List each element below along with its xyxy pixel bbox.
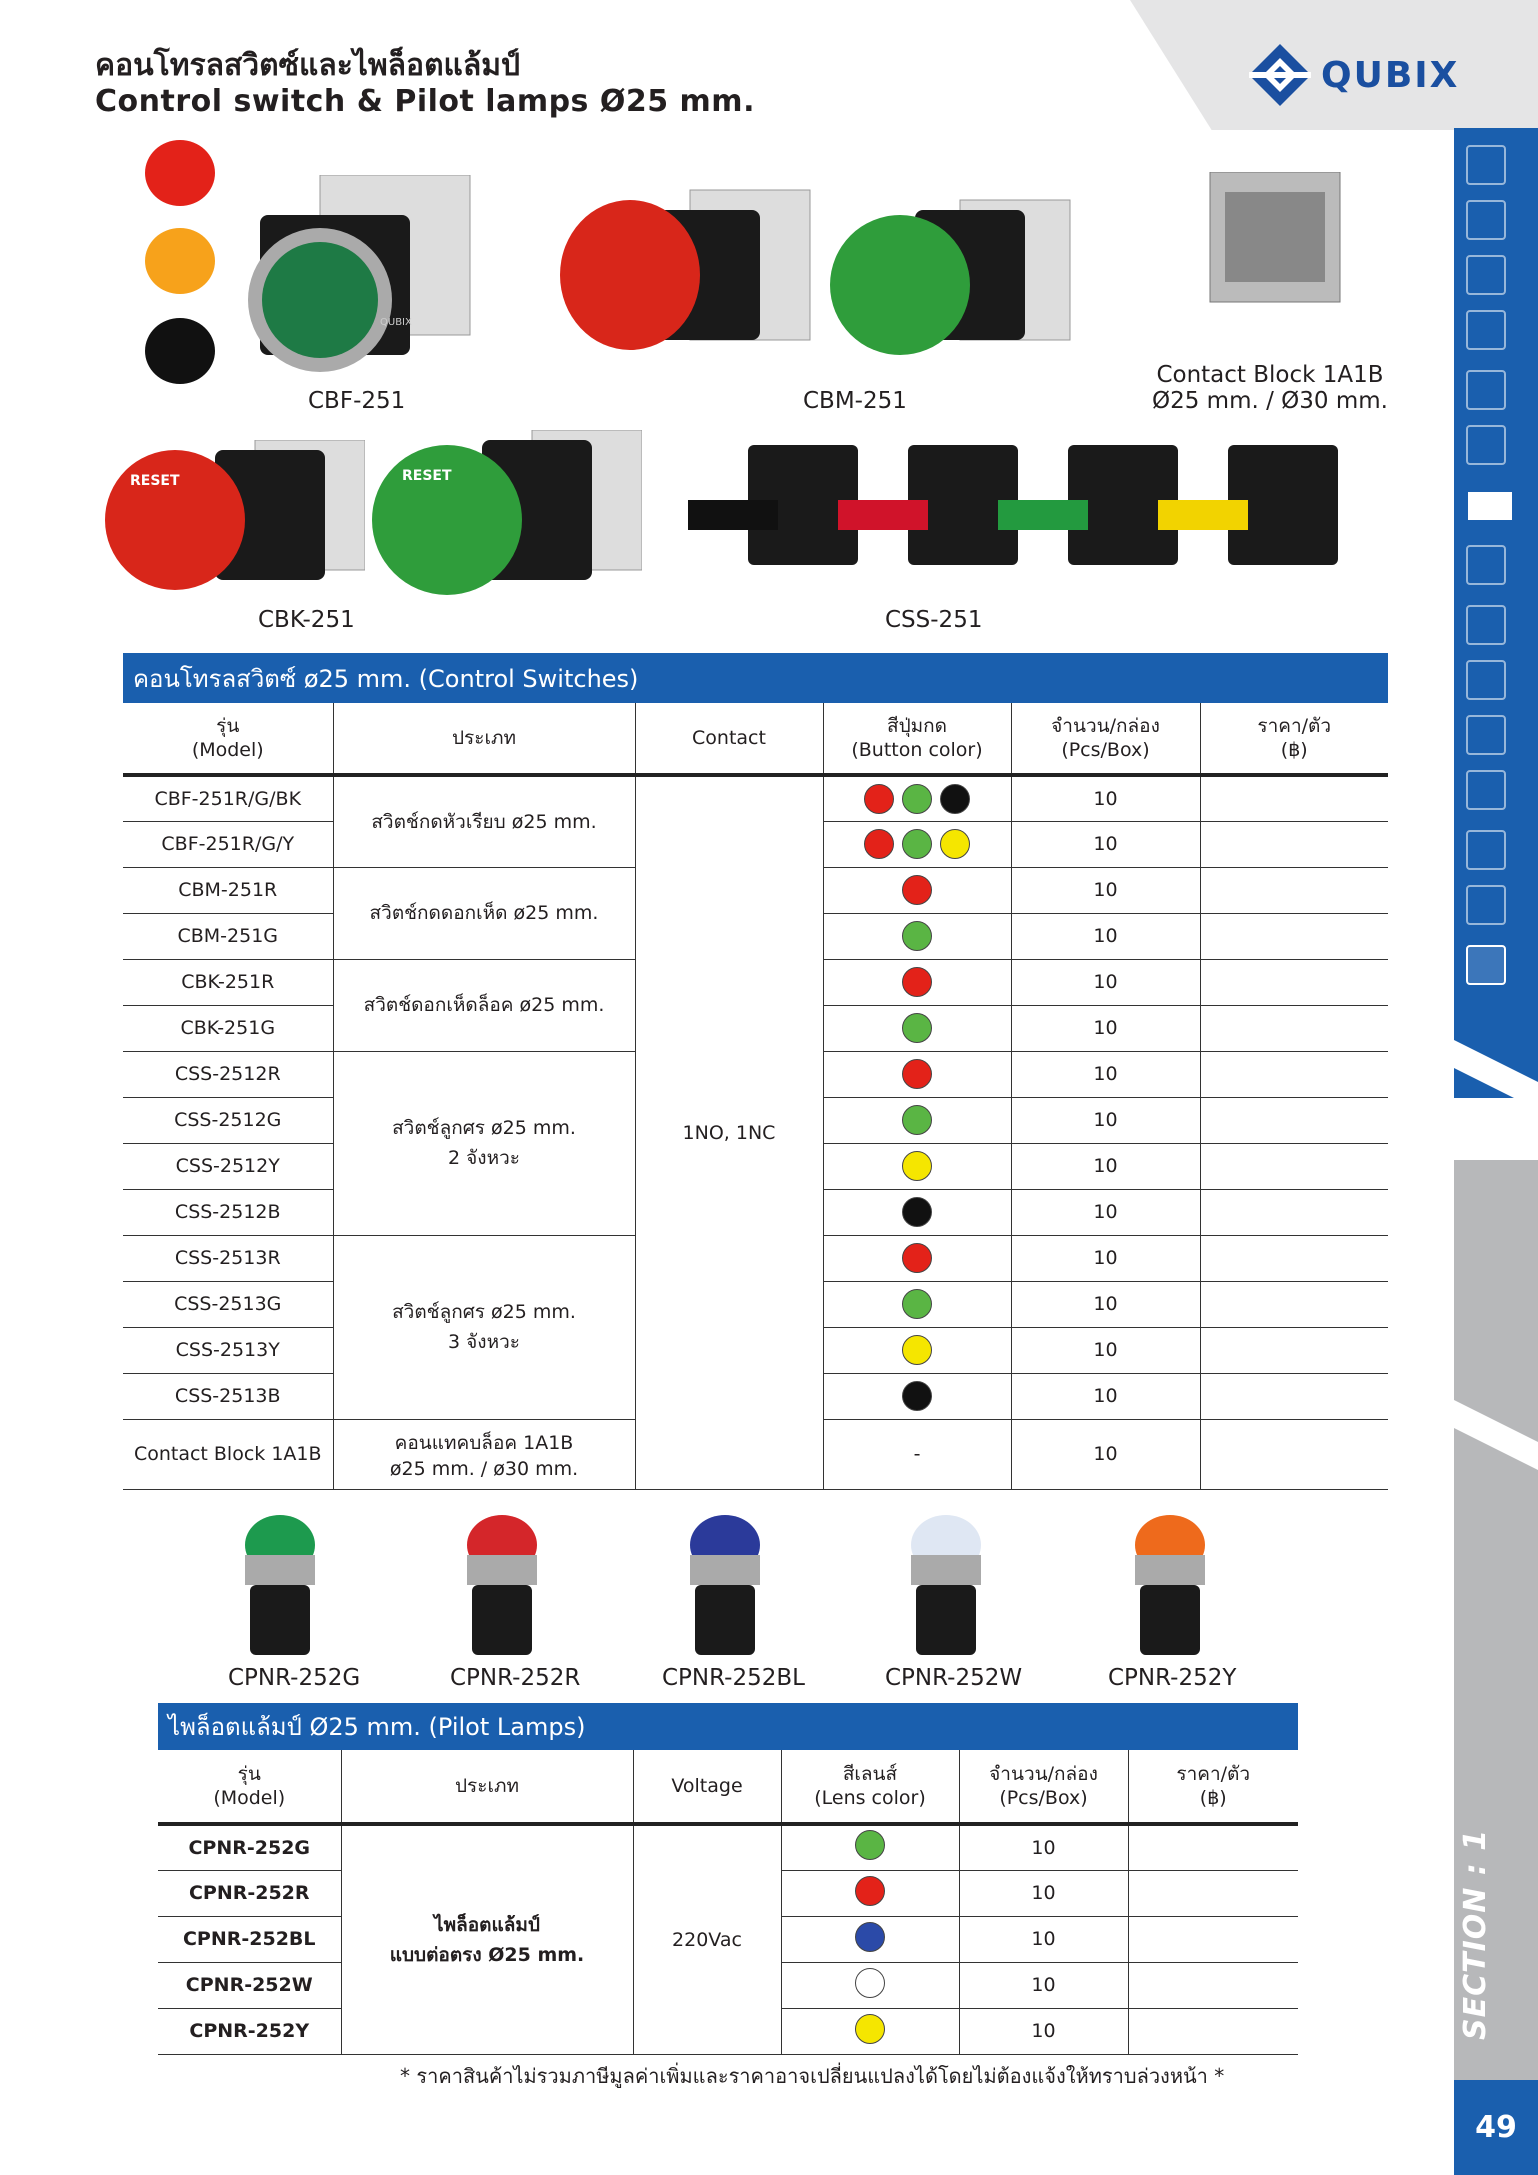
col-header-voltage: Voltage <box>633 1750 781 1824</box>
color-swatch-icon <box>902 1381 932 1411</box>
qty-cell: 10 <box>1011 1097 1200 1143</box>
color-swatch-icon <box>864 784 894 814</box>
price-cell <box>1128 1962 1298 2008</box>
button-color-cell <box>823 1373 1011 1419</box>
price-cell <box>1200 1097 1388 1143</box>
button-color-cell <box>823 959 1011 1005</box>
color-swatch-icon <box>902 1013 932 1043</box>
table-row <box>123 775 1388 821</box>
button-color-cell <box>823 867 1011 913</box>
button-color-cell <box>823 1097 1011 1143</box>
model-cell: CPNR-252G <box>158 1824 341 1870</box>
price-cell <box>1200 1005 1388 1051</box>
model-cell: CBM-251G <box>123 913 333 959</box>
product-caption: CSS-251 <box>885 607 983 633</box>
page-title-english: Control switch & Pilot lamps Ø25 mm. <box>95 84 755 119</box>
color-swatch-icon <box>902 967 932 997</box>
sidebar-switch-icon-active[interactable] <box>1466 490 1514 522</box>
pilot-lamp-image <box>896 1510 996 1660</box>
model-cell: CSS-2513G <box>123 1281 333 1327</box>
color-swatch-icon <box>902 1105 932 1135</box>
product-caption: CBF-251 <box>308 388 406 414</box>
col-header-qty: จำนวน/กล่อง (Pcs/Box) <box>1011 703 1200 775</box>
model-cell: CBK-251G <box>123 1005 333 1051</box>
contact-block-image <box>1200 172 1350 312</box>
lamp-caption: CPNR-252Y <box>1108 1665 1237 1691</box>
model-cell: CSS-2512Y <box>123 1143 333 1189</box>
model-cell: CSS-2513R <box>123 1235 333 1281</box>
model-cell: CSS-2513B <box>123 1373 333 1419</box>
button-color-cell <box>823 1005 1011 1051</box>
model-cell: CSS-2512B <box>123 1189 333 1235</box>
price-cell <box>1200 1327 1388 1373</box>
type-cell: สวิตช์กดหัวเรียบ ø25 mm. <box>333 775 635 867</box>
qty-cell: 10 <box>1011 1189 1200 1235</box>
button-color-cell <box>823 1143 1011 1189</box>
lens-color-cell <box>781 1870 959 1916</box>
model-cell: Contact Block 1A1B <box>123 1419 333 1489</box>
price-cell <box>1200 959 1388 1005</box>
pilot-lamp-image <box>675 1510 775 1660</box>
color-swatch-icon <box>902 1243 932 1273</box>
qty-cell: 10 <box>959 2008 1128 2054</box>
col-header-button-color: สีปุ่มกด (Button color) <box>823 703 1011 775</box>
color-swatch-icon <box>855 2014 885 2044</box>
cbk-251-red-image <box>105 440 365 600</box>
pilot-lamp-image <box>230 1510 330 1660</box>
lens-color-cell <box>781 2008 959 2054</box>
color-swatch-icon <box>864 829 894 859</box>
sidebar-buzzer-icon[interactable] <box>1466 545 1506 585</box>
sidebar-box-icon[interactable] <box>1466 660 1506 700</box>
section-label: SECTION : 1 <box>1458 1828 1493 2040</box>
lamp-caption: CPNR-252G <box>228 1665 361 1691</box>
color-swatch-icon <box>902 1197 932 1227</box>
model-cell: CPNR-252W <box>158 1962 341 2008</box>
color-swatch-icon <box>855 1830 885 1860</box>
switch-table-title: คอนโทรลสวิตซ์ ø25 mm. (Control Switches) <box>123 653 1388 703</box>
cap-color-black-swatch <box>145 318 215 384</box>
qty-cell: 10 <box>959 1962 1128 2008</box>
button-color-cell <box>823 1281 1011 1327</box>
voltage-cell: 220Vac <box>633 1824 781 2054</box>
price-cell <box>1128 2008 1298 2054</box>
qty-cell: 10 <box>1011 1281 1200 1327</box>
contact-cell: 1NO, 1NC <box>635 775 823 1489</box>
lamp-caption: CPNR-252BL <box>662 1665 805 1691</box>
lens-color-cell <box>781 1824 959 1870</box>
lamp-caption: CPNR-252W <box>885 1665 1023 1691</box>
lens-color-cell <box>781 1962 959 2008</box>
pilot-lamp-image <box>1120 1510 1220 1660</box>
color-swatch-icon <box>902 1059 932 1089</box>
control-switch-table <box>123 703 1388 1490</box>
color-swatch-icon <box>902 1151 932 1181</box>
sidebar-lamp-icon[interactable] <box>1466 770 1506 810</box>
price-cell <box>1200 913 1388 959</box>
type-cell: สวิตช์ดอกเห็ดล็อค ø25 mm. <box>333 959 635 1051</box>
color-swatch-icon <box>902 829 932 859</box>
qty-cell: 10 <box>1011 913 1200 959</box>
col-header-qty: จำนวน/กล่อง (Pcs/Box) <box>959 1750 1128 1824</box>
model-cell: CBF-251R/G/Y <box>123 821 333 867</box>
product-caption: CBM-251 <box>803 388 907 414</box>
qty-cell: 10 <box>1011 775 1200 821</box>
price-cell <box>1200 867 1388 913</box>
model-cell: CPNR-252R <box>158 1870 341 1916</box>
color-swatch-icon <box>902 1289 932 1319</box>
color-swatch-icon <box>855 1876 885 1906</box>
price-cell <box>1200 775 1388 821</box>
model-cell: CSS-2513Y <box>123 1327 333 1373</box>
sidebar-cable-icon[interactable] <box>1466 885 1506 925</box>
cap-color-red-swatch <box>145 140 215 206</box>
price-cell <box>1200 1281 1388 1327</box>
sidebar-fuse-icon[interactable] <box>1466 715 1506 755</box>
color-swatch-icon <box>855 1922 885 1952</box>
sidebar-socket-icon[interactable] <box>1466 200 1506 240</box>
type-cell: สวิตช์ลูกศร ø25 mm. 3 จังหวะ <box>333 1235 635 1419</box>
model-cell: CSS-2512R <box>123 1051 333 1097</box>
sidebar-plug-icon[interactable] <box>1466 310 1506 350</box>
cap-color-orange-swatch <box>145 228 215 294</box>
button-color-cell <box>823 1235 1011 1281</box>
model-cell: CPNR-252BL <box>158 1916 341 1962</box>
price-cell <box>1200 821 1388 867</box>
color-swatch-icon <box>902 875 932 905</box>
type-cell: คอนแทคบล็อค 1A1B ø25 mm. / ø30 mm. <box>333 1419 635 1489</box>
cbm-251-green-image <box>830 190 1080 360</box>
cbm-251-red-image <box>560 180 820 360</box>
page-title-thai: คอนโทรลสวิตซ์และไพล็อตแล้มป์ <box>95 48 521 83</box>
svg-text:RESET: RESET <box>130 473 180 489</box>
model-cell: CBK-251R <box>123 959 333 1005</box>
qty-cell: 10 <box>1011 821 1200 867</box>
button-color-cell <box>823 1051 1011 1097</box>
product-caption: Contact Block 1A1B Ø25 mm. / Ø30 mm. <box>1152 362 1388 414</box>
qty-cell: 10 <box>1011 1419 1200 1489</box>
qty-cell: 10 <box>959 1916 1128 1962</box>
svg-text:RESET: RESET <box>402 468 452 484</box>
color-swatch-icon <box>902 1335 932 1365</box>
qty-cell: 10 <box>1011 1327 1200 1373</box>
col-header-lens-color: สีเลนส์ (Lens color) <box>781 1750 959 1824</box>
sidebar-bulb-icon[interactable] <box>1466 255 1506 295</box>
color-swatch-icon <box>940 829 970 859</box>
type-cell: สวิตช์กดดอกเห็ด ø25 mm. <box>333 867 635 959</box>
col-header-price: ราคา/ตัว (฿) <box>1200 703 1388 775</box>
price-cell <box>1200 1235 1388 1281</box>
price-cell <box>1128 1870 1298 1916</box>
button-color-cell <box>823 1327 1011 1373</box>
model-cell: CBM-251R <box>123 867 333 913</box>
table-row <box>158 1824 1298 1870</box>
model-cell: CSS-2512G <box>123 1097 333 1143</box>
qty-cell: 10 <box>1011 867 1200 913</box>
qubix-logo-icon <box>1245 40 1315 110</box>
qty-cell: 10 <box>1011 1005 1200 1051</box>
price-cell <box>1128 1916 1298 1962</box>
cbf-251-image <box>230 175 480 385</box>
button-color-cell <box>823 821 1011 867</box>
button-color-cell <box>823 913 1011 959</box>
sidebar-connector-icon[interactable] <box>1466 605 1506 645</box>
model-cell: CBF-251R/G/BK <box>123 775 333 821</box>
sidebar-terminal-icon[interactable] <box>1466 370 1506 410</box>
lamp-table-title: ไพล็อตแล้มป์ Ø25 mm. (Pilot Lamps) <box>158 1703 1298 1750</box>
qty-cell: 10 <box>1011 1143 1200 1189</box>
model-cell: CPNR-252Y <box>158 2008 341 2054</box>
price-cell <box>1200 1143 1388 1189</box>
page-number: 49 <box>1454 2080 1538 2175</box>
type-cell: สวิตช์ลูกศร ø25 mm. 2 จังหวะ <box>333 1051 635 1235</box>
col-header-contact: Contact <box>635 703 823 775</box>
type-cell: ไพล็อตแล้มป์ แบบต่อตรง Ø25 mm. <box>341 1824 633 2054</box>
price-cell <box>1200 1051 1388 1097</box>
css-251-image <box>648 440 1368 590</box>
lamp-caption: CPNR-252R <box>450 1665 581 1691</box>
qty-cell: 10 <box>959 1824 1128 1870</box>
cbk-251-green-image <box>372 430 642 600</box>
price-cell <box>1200 1419 1388 1489</box>
price-cell <box>1200 1373 1388 1419</box>
col-header-type: ประเภท <box>333 703 635 775</box>
color-swatch-icon <box>855 1968 885 1998</box>
price-cell <box>1128 1824 1298 1870</box>
pilot-lamp-table <box>158 1750 1298 2055</box>
color-swatch-icon <box>940 784 970 814</box>
col-header-type: ประเภท <box>341 1750 633 1824</box>
svg-text:QUBIX: QUBIX <box>380 317 412 328</box>
no-color-dash: - <box>913 1443 921 1465</box>
sidebar-emergency-icon[interactable] <box>1466 945 1506 985</box>
pilot-lamp-image <box>452 1510 552 1660</box>
qty-cell: 10 <box>1011 1235 1200 1281</box>
col-header-price: ราคา/ตัว (฿) <box>1128 1750 1298 1824</box>
price-cell <box>1200 1189 1388 1235</box>
qty-cell: 10 <box>1011 1373 1200 1419</box>
button-color-cell <box>823 1419 1011 1489</box>
qty-cell: 10 <box>1011 1051 1200 1097</box>
sidebar-outlet-icon[interactable] <box>1466 830 1506 870</box>
col-header-model: รุ่น (Model) <box>158 1750 341 1824</box>
brand-name: QUBIX <box>1321 54 1460 96</box>
button-color-cell <box>823 775 1011 821</box>
product-caption: CBK-251 <box>258 607 355 633</box>
color-swatch-icon <box>902 784 932 814</box>
sidebar-relay-icon[interactable] <box>1466 425 1506 465</box>
brand-logo <box>1245 40 1459 110</box>
qty-cell: 10 <box>959 1870 1128 1916</box>
sidebar-meter-icon[interactable] <box>1466 145 1506 185</box>
footer-note: * ราคาสินค้าไม่รวมภาษีมูลค่าเพิ่มและราคาอาจเปลี่ยนแปลงได้โดยไม่ต้องแจ้งให้ทราบล่วงหน้า * <box>400 2064 1225 2088</box>
lens-color-cell <box>781 1916 959 1962</box>
col-header-model: รุ่น (Model) <box>123 703 333 775</box>
qty-cell: 10 <box>1011 959 1200 1005</box>
button-color-cell <box>823 1189 1011 1235</box>
color-swatch-icon <box>902 921 932 951</box>
